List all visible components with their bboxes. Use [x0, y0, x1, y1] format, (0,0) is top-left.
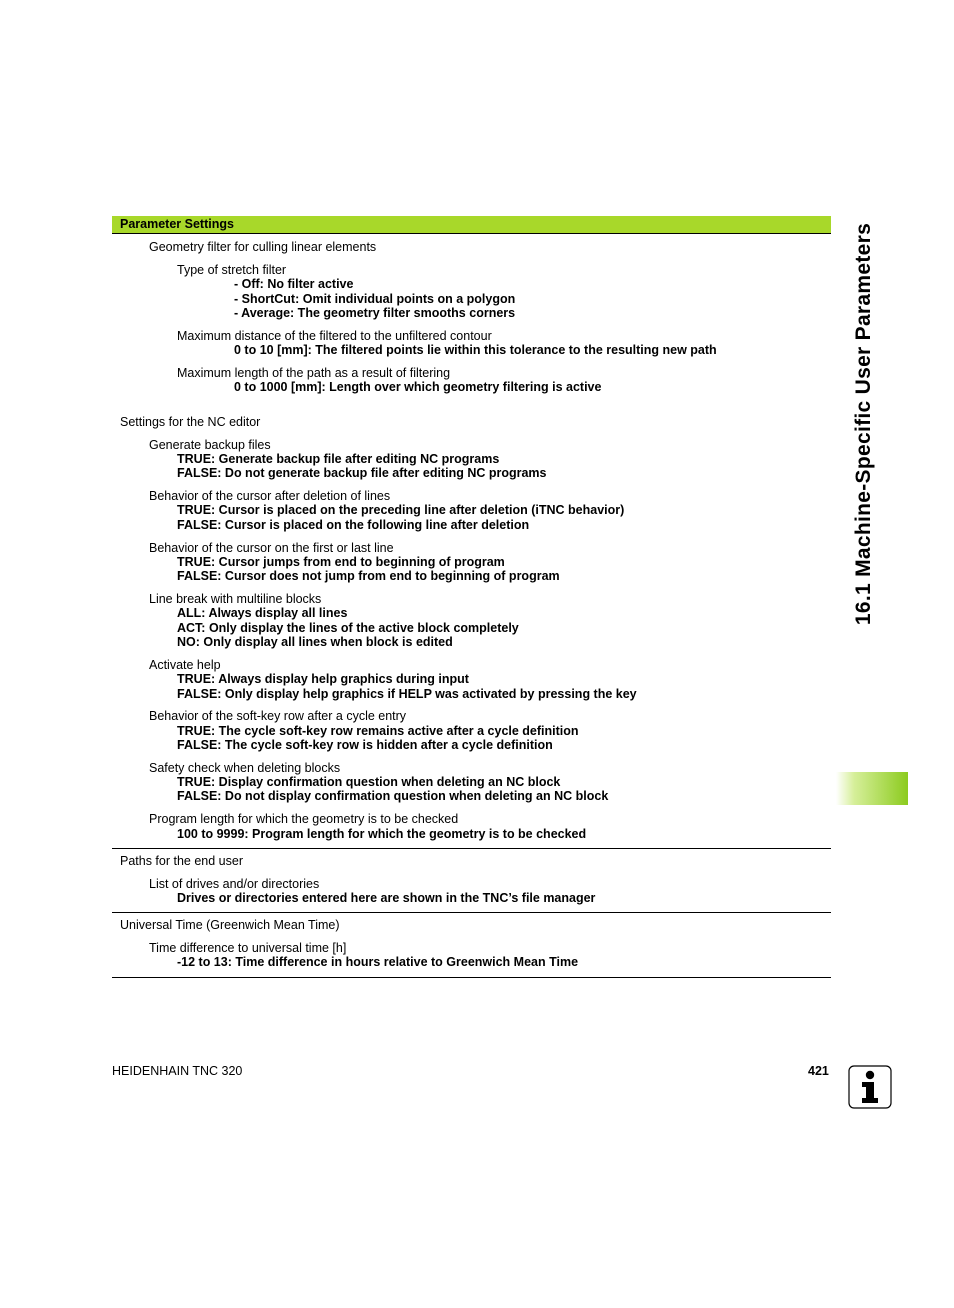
param-title: Program length for which the geometry is to be checked	[149, 812, 459, 826]
param-value: Drives or directories entered here are shown in the TNC’s file manager	[177, 891, 596, 905]
param-value: - Average: The geometry filter smooths corners	[234, 306, 516, 320]
param-value: ACT: Only display the lines of the active block completely	[177, 621, 519, 635]
param-value: FALSE: Cursor is placed on the following line after deletion	[177, 518, 530, 532]
section-divider	[112, 912, 831, 913]
param-value: NO: Only display all lines when block is edited	[177, 635, 453, 649]
param-title: Behavior of the cursor after deletion of lines	[149, 489, 391, 503]
param-value: FALSE: The cycle soft-key row is hidden after a cycle definition	[177, 738, 553, 752]
param-title: Maximum length of the path as a result of filtering	[177, 366, 451, 380]
param-value: TRUE: The cycle soft-key row remains active after a cycle definition	[177, 724, 579, 738]
section-title: Paths for the end user	[120, 854, 243, 868]
param-value: ALL: Always display all lines	[177, 606, 348, 620]
param-value: 0 to 1000 [mm]: Length over which geometry filtering is active	[234, 380, 602, 394]
param-title: Activate help	[149, 658, 221, 672]
table-bottom-rule	[112, 977, 831, 978]
param-value: FALSE: Do not display confirmation question when deleting an NC block	[177, 789, 609, 803]
param-value: -12 to 13: Time difference in hours relative to Greenwich Mean Time	[177, 955, 579, 969]
page-number: 421	[808, 1064, 829, 1078]
param-title: List of drives and/or directories	[149, 877, 320, 891]
chapter-tab-marker	[836, 772, 908, 805]
param-value: 100 to 9999: Program length for which the geometry is to be checked	[177, 827, 587, 841]
param-value: TRUE: Always display help graphics during input	[177, 672, 469, 686]
param-value: FALSE: Do not generate backup file after editing NC programs	[177, 466, 547, 480]
parameter-table-header-label: Parameter Settings	[120, 217, 234, 231]
param-value: - Off: No filter active	[234, 277, 354, 291]
param-value: 0 to 10 [mm]: The filtered points lie within this tolerance to the resulting new path	[234, 343, 717, 357]
param-value: TRUE: Generate backup file after editing NC programs	[177, 452, 500, 466]
param-group-title: Geometry filter for culling linear elements	[149, 240, 377, 254]
param-value: FALSE: Only display help graphics if HELP was activated by pressing the key	[177, 687, 637, 701]
param-title: Generate backup files	[149, 438, 271, 452]
param-title: Time difference to universal time [h]	[149, 941, 347, 955]
param-title: Line break with multiline blocks	[149, 592, 322, 606]
param-title: Behavior of the cursor on the first or last line	[149, 541, 394, 555]
param-title: Type of stretch filter	[177, 263, 287, 277]
param-value: - ShortCut: Omit individual points on a polygon	[234, 292, 516, 306]
param-value: FALSE: Cursor does not jump from end to beginning of program	[177, 569, 560, 583]
param-value: TRUE: Cursor jumps from end to beginning of program	[177, 555, 505, 569]
section-title: Universal Time (Greenwich Mean Time)	[120, 918, 340, 932]
param-value: TRUE: Cursor is placed on the preceding line after deletion (iTNC behavior)	[177, 503, 625, 517]
chapter-side-title-text: 16.1 Machine-Specific User Parameters	[852, 222, 875, 626]
section-title: Settings for the NC editor	[120, 415, 261, 429]
footer-product-name: HEIDENHAIN TNC 320	[112, 1064, 243, 1078]
param-value: TRUE: Display confirmation question when deleting an NC block	[177, 775, 561, 789]
info-icon	[848, 1065, 890, 1107]
param-title: Maximum distance of the filtered to the unfiltered contour	[177, 329, 492, 343]
section-divider	[112, 848, 831, 849]
param-title: Behavior of the soft-key row after a cycle entry	[149, 709, 407, 723]
parameter-table-header	[112, 216, 831, 234]
param-title: Safety check when deleting blocks	[149, 761, 341, 775]
